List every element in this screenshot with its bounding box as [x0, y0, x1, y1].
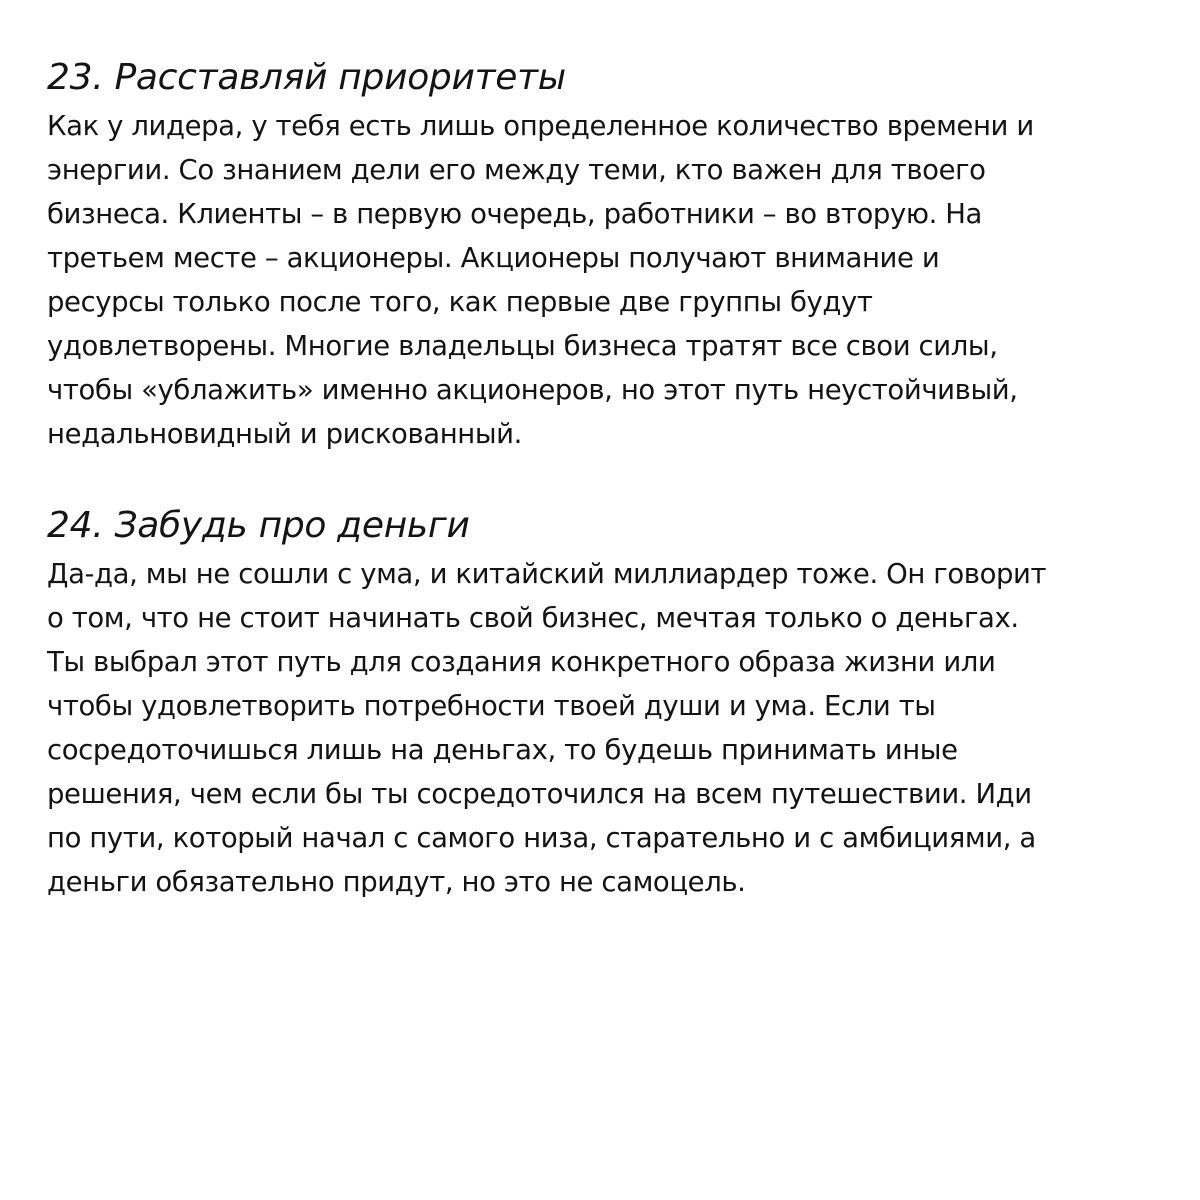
body-line: Ты выбрал этот путь для создания конкретного образа жизни или	[47, 646, 996, 678]
body-line: энергии. Со знанием дели его между теми, кто важен для твоего	[47, 154, 986, 186]
section-body	[47, 552, 1160, 904]
body-line: недальновидный и рискованный.	[47, 418, 522, 450]
body-line: Как у лидера, у тебя есть лишь определенное количество времени и	[47, 110, 1034, 142]
body-line: Да-да, мы не сошли с ума, и китайский миллиардер тоже. Он говорит	[47, 558, 1047, 590]
body-line: бизнеса. Клиенты – в первую очередь, работники – во вторую. На	[47, 198, 982, 230]
body-line: третьем месте – акционеры. Акционеры получают внимание и	[47, 242, 940, 274]
section-forget-money	[47, 500, 1160, 904]
section-priorities	[47, 52, 1160, 456]
body-line: сосредоточишься лишь на деньгах, то будешь принимать иные	[47, 734, 958, 766]
body-line: по пути, который начал с самого низа, старательно и с амбициями, а	[47, 822, 1036, 854]
body-line: удовлетворены. Многие владельцы бизнеса тратят все свои силы,	[47, 330, 998, 362]
section-body	[47, 104, 1160, 456]
section-heading: 24. Забудь про деньги	[47, 505, 470, 546]
section-heading: 23. Расставляй приоритеты	[47, 57, 566, 98]
body-line: о том, что не стоит начинать свой бизнес, мечтая только о деньгах.	[47, 602, 1019, 634]
body-line: ресурсы только после того, как первые две группы будут	[47, 286, 873, 318]
body-line: чтобы удовлетворить потребности твоей души и ума. Если ты	[47, 690, 936, 722]
body-line: решения, чем если бы ты сосредоточился на всем путешествии. Иди	[47, 778, 1032, 810]
body-line: чтобы «ублажить» именно акционеров, но этот путь неустойчивый,	[47, 374, 1018, 406]
body-line: деньги обязательно придут, но это не самоцель.	[47, 866, 746, 898]
